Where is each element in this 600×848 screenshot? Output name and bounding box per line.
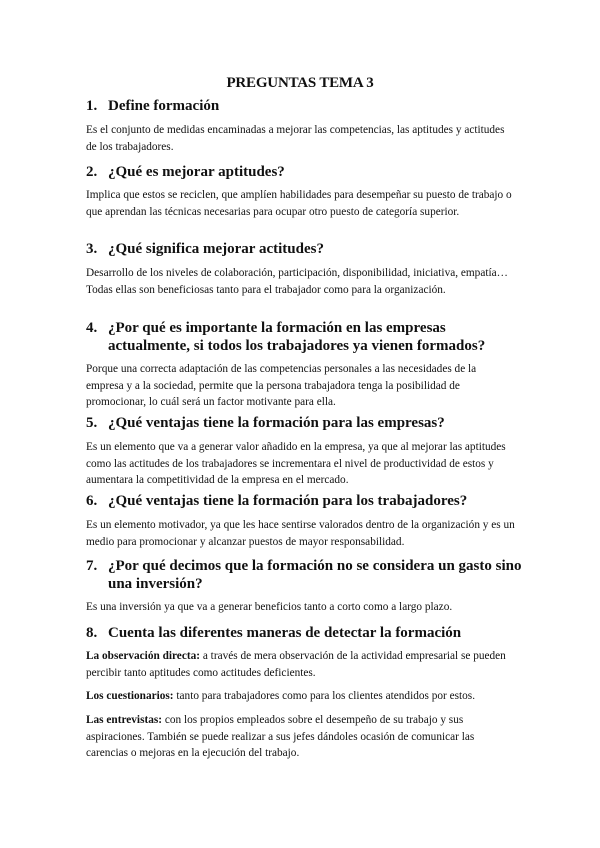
question-number: 5. — [86, 415, 98, 431]
answer-5: Es un elemento que va a generar valor añadido en la empresa, ya que al mejorar las aptitudes como las actitudes de los trabajadores se incrementara el nivel de productividad de estos y aumentara la competitividad de la empresa en el mercado. — [86, 441, 506, 486]
question-text: ¿Qué es mejorar aptitudes? — [108, 164, 285, 180]
question-7-heading — [86, 557, 528, 593]
question-1-heading — [86, 97, 528, 115]
question-text: ¿Por qué es importante la formación en las empresas actualmente, si todos los trabajadores ya vienen formados? — [108, 320, 486, 354]
answer-7: Es una inversión ya que va a generar beneficios tanto a corto como a largo plazo. — [86, 601, 453, 613]
question-text: ¿Qué significa mejorar actitudes? — [108, 241, 324, 257]
method-text: tanto para trabajadores como para los clientes atendidos por estos. — [176, 690, 476, 702]
method-label: Las entrevistas: — [86, 714, 163, 726]
question-text: Cuenta las diferentes maneras de detectar la formación — [108, 625, 462, 641]
question-number: 8. — [86, 625, 98, 641]
answer-4: Porque una correcta adaptación de las competencias personales a las necesidades de la empresa y a la sociedad, permite que la persona trabajadora tenga la posibilidad de promocionar, lo cuál será un factor motivante para ella. — [86, 363, 477, 408]
answer-6: Es un elemento motivador, ya que les hace sentirse valorados dentro de la organización y es un medio para promocionar y alcanzar puestos de mayor responsabilidad. — [86, 519, 515, 548]
question-6-heading — [86, 492, 528, 510]
question-number: 3. — [86, 241, 98, 257]
question-number: 2. — [86, 164, 98, 180]
detection-method-questionnaires — [86, 688, 516, 705]
question-number: 6. — [86, 493, 98, 509]
question-number: 1. — [86, 98, 98, 114]
question-text: ¿Qué ventajas tiene la formación para los trabajadores? — [108, 493, 468, 509]
question-8-heading — [86, 624, 528, 642]
method-text: con los propios empleados sobre el desempeño de su trabajo y sus aspiraciones. También se puede realizar a sus jefes dándoles ocasión de comunicar las carencias o mejoras en la ejecución del trabajo. — [86, 714, 475, 759]
answer-1: Es el conjunto de medidas encaminadas a mejorar las competencias, las aptitudes y actitudes de los trabajadores. — [86, 124, 505, 153]
answer-2: Implica que estos se reciclen, que amplíen habilidades para desempeñar su puesto de trabajo o que aprendan las técnicas necesarias para ocupar otro puesto de categoría superior. — [86, 189, 512, 218]
question-4-heading — [86, 319, 528, 355]
question-2-heading — [86, 163, 528, 181]
detection-method-interviews — [86, 712, 516, 762]
question-3-heading — [86, 240, 528, 258]
question-number: 4. — [86, 320, 98, 336]
question-number: 7. — [86, 558, 98, 574]
method-label: Los cuestionarios: — [86, 690, 174, 702]
detection-method-observation — [86, 648, 516, 681]
question-text: ¿Por qué decimos que la formación no se considera un gasto sino una inversión? — [108, 558, 522, 592]
answer-3: Desarrollo de los niveles de colaboración, participación, disponibilidad, iniciativa, empatía… Todas ellas son beneficiosas tanto para el trabajador como para la organización. — [86, 267, 508, 296]
question-text: ¿Qué ventajas tiene la formación para las empresas? — [108, 415, 445, 431]
method-text: a través de mera observación de la actividad empresarial se pueden percibir tanto aptitudes como actitudes deficientes. — [86, 650, 506, 679]
method-label: La observación directa: — [86, 650, 201, 662]
page-title: PREGUNTAS TEMA 3 — [226, 75, 374, 91]
question-5-heading — [86, 414, 528, 432]
question-text: Define formación — [108, 98, 220, 114]
